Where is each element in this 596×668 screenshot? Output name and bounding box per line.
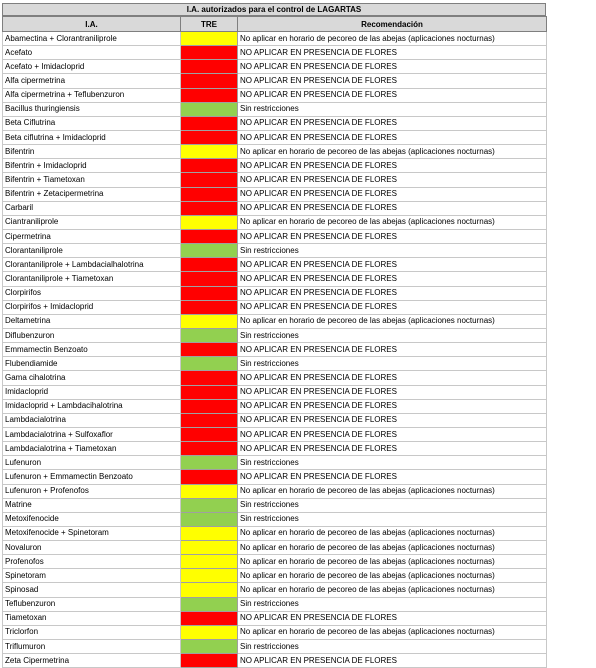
table-row xyxy=(3,102,547,116)
table-row xyxy=(3,258,547,272)
cell-tre-green[interactable] xyxy=(181,357,238,371)
cell-recomendacion[interactable]: No aplicar en horario de pecoreo de las abejas (aplicaciones nocturnas) xyxy=(238,555,547,569)
cell-tre-red[interactable] xyxy=(181,371,238,385)
cell-tre-red[interactable] xyxy=(181,442,238,456)
cell-tre-red[interactable] xyxy=(181,173,238,187)
cell-ia[interactable]: Triclorfon xyxy=(3,625,181,639)
cell-ia[interactable]: Bifentrin + Zetacipermetrina xyxy=(3,187,181,201)
cell-recomendacion[interactable]: NO APLICAR EN PRESENCIA DE FLORES xyxy=(238,413,547,427)
cell-recomendacion[interactable]: NO APLICAR EN PRESENCIA DE FLORES xyxy=(238,654,547,668)
spreadsheet-sheet xyxy=(2,3,546,668)
cell-ia[interactable]: Beta ciflutrina + Imidacloprid xyxy=(3,130,181,144)
cell-recomendacion[interactable]: NO APLICAR EN PRESENCIA DE FLORES xyxy=(238,385,547,399)
table-row xyxy=(3,244,547,258)
table-row xyxy=(3,654,547,668)
cell-ia[interactable]: Novaluron xyxy=(3,541,181,555)
cell-tre-yellow[interactable] xyxy=(181,484,238,498)
cell-tre-yellow[interactable] xyxy=(181,555,238,569)
cell-ia[interactable]: Clorpirifos xyxy=(3,286,181,300)
table-row xyxy=(3,272,547,286)
cell-recomendacion[interactable]: NO APLICAR EN PRESENCIA DE FLORES xyxy=(238,173,547,187)
cell-recomendacion[interactable]: NO APLICAR EN PRESENCIA DE FLORES xyxy=(238,88,547,102)
cell-recomendacion[interactable]: Sin restricciones xyxy=(238,328,547,342)
cell-recomendacion[interactable]: Sin restricciones xyxy=(238,102,547,116)
cell-recomendacion[interactable]: NO APLICAR EN PRESENCIA DE FLORES xyxy=(238,46,547,60)
cell-ia[interactable]: Abamectina + Clorantraniliprole xyxy=(3,32,181,46)
table-row xyxy=(3,597,547,611)
table-row xyxy=(3,286,547,300)
table-row xyxy=(3,512,547,526)
cell-tre-red[interactable] xyxy=(181,300,238,314)
cell-tre-red[interactable] xyxy=(181,272,238,286)
cell-ia[interactable]: Spinosad xyxy=(3,583,181,597)
cell-recomendacion[interactable]: No aplicar en horario de pecoreo de las abejas (aplicaciones nocturnas) xyxy=(238,541,547,555)
table-row xyxy=(3,385,547,399)
cell-recomendacion[interactable]: NO APLICAR EN PRESENCIA DE FLORES xyxy=(238,343,547,357)
cell-ia[interactable]: Zeta Cipermetrina xyxy=(3,654,181,668)
table-row xyxy=(3,300,547,314)
cell-recomendacion[interactable]: NO APLICAR EN PRESENCIA DE FLORES xyxy=(238,201,547,215)
cell-recomendacion[interactable]: NO APLICAR EN PRESENCIA DE FLORES xyxy=(238,286,547,300)
cell-tre-yellow[interactable] xyxy=(181,569,238,583)
table-row xyxy=(3,32,547,46)
cell-tre-red[interactable] xyxy=(181,385,238,399)
cell-ia[interactable]: Lufenuron + Emmamectin Benzoato xyxy=(3,470,181,484)
table-row xyxy=(3,611,547,625)
table-row xyxy=(3,526,547,540)
table-row xyxy=(3,314,547,328)
table-body xyxy=(3,32,547,668)
cell-ia[interactable]: Lufenuron + Profenofos xyxy=(3,484,181,498)
cell-tre-green[interactable] xyxy=(181,597,238,611)
table-row xyxy=(3,427,547,441)
cell-ia[interactable]: Bacillus thuringiensis xyxy=(3,102,181,116)
cell-tre-red[interactable] xyxy=(181,159,238,173)
cell-ia[interactable]: Spinetoram xyxy=(3,569,181,583)
cell-recomendacion[interactable]: No aplicar en horario de pecoreo de las abejas (aplicaciones nocturnas) xyxy=(238,625,547,639)
table-row xyxy=(3,399,547,413)
cell-tre-yellow[interactable] xyxy=(181,32,238,46)
cell-tre-green[interactable] xyxy=(181,640,238,654)
cell-ia[interactable]: Cipermetrina xyxy=(3,229,181,243)
table-row xyxy=(3,413,547,427)
cell-recomendacion[interactable]: Sin restricciones xyxy=(238,456,547,470)
cell-tre-yellow[interactable] xyxy=(181,526,238,540)
cell-tre-red[interactable] xyxy=(181,187,238,201)
cell-recomendacion[interactable]: No aplicar en horario de pecoreo de las abejas (aplicaciones nocturnas) xyxy=(238,583,547,597)
cell-tre-yellow[interactable] xyxy=(181,145,238,159)
cell-ia[interactable]: Clorantaniliprole xyxy=(3,244,181,258)
table-row xyxy=(3,173,547,187)
table-row xyxy=(3,470,547,484)
table-row xyxy=(3,60,547,74)
table-row xyxy=(3,130,547,144)
cell-recomendacion[interactable]: No aplicar en horario de pecoreo de las abejas (aplicaciones nocturnas) xyxy=(238,569,547,583)
cell-tre-yellow[interactable] xyxy=(181,314,238,328)
cell-tre-yellow[interactable] xyxy=(181,583,238,597)
cell-ia[interactable]: Metoxifenocide + Spinetoram xyxy=(3,526,181,540)
cell-tre-yellow[interactable] xyxy=(181,625,238,639)
cell-ia[interactable]: Clorantaniliprole + Lambdacialhalotrina xyxy=(3,258,181,272)
table-row xyxy=(3,442,547,456)
cell-recomendacion[interactable]: NO APLICAR EN PRESENCIA DE FLORES xyxy=(238,74,547,88)
cell-ia[interactable]: Bifentrin + Imidacloprid xyxy=(3,159,181,173)
cell-recomendacion[interactable]: NO APLICAR EN PRESENCIA DE FLORES xyxy=(238,60,547,74)
cell-ia[interactable]: Emmamectin Benzoato xyxy=(3,343,181,357)
cell-tre-red[interactable] xyxy=(181,130,238,144)
table-row xyxy=(3,357,547,371)
cell-recomendacion[interactable]: NO APLICAR EN PRESENCIA DE FLORES xyxy=(238,300,547,314)
table-row xyxy=(3,640,547,654)
cell-ia[interactable]: Acefato + Imidacloprid xyxy=(3,60,181,74)
cell-ia[interactable]: Bifentrin xyxy=(3,145,181,159)
cell-recomendacion[interactable]: NO APLICAR EN PRESENCIA DE FLORES xyxy=(238,611,547,625)
cell-tre-green[interactable] xyxy=(181,498,238,512)
table-row xyxy=(3,201,547,215)
cell-tre-red[interactable] xyxy=(181,116,238,130)
cell-ia[interactable]: Alfa cipermetrina xyxy=(3,74,181,88)
header-recomendacion[interactable]: Recomendación xyxy=(238,17,547,32)
cell-tre-red[interactable] xyxy=(181,399,238,413)
cell-ia[interactable]: Diflubenzuron xyxy=(3,328,181,342)
table-row xyxy=(3,46,547,60)
table-row xyxy=(3,569,547,583)
table-row xyxy=(3,371,547,385)
cell-recomendacion[interactable]: Sin restricciones xyxy=(238,640,547,654)
cell-ia[interactable]: Matrine xyxy=(3,498,181,512)
cell-recomendacion[interactable]: Sin restricciones xyxy=(238,357,547,371)
cell-recomendacion[interactable]: NO APLICAR EN PRESENCIA DE FLORES xyxy=(238,116,547,130)
cell-recomendacion[interactable]: NO APLICAR EN PRESENCIA DE FLORES xyxy=(238,272,547,286)
table-row xyxy=(3,187,547,201)
cell-tre-red[interactable] xyxy=(181,60,238,74)
cell-tre-red[interactable] xyxy=(181,286,238,300)
cell-ia[interactable]: Triflumuron xyxy=(3,640,181,654)
table-row xyxy=(3,484,547,498)
cell-ia[interactable]: Lambdacialotrina + Sulfoxaflor xyxy=(3,427,181,441)
cell-ia[interactable]: Alfa cipermetrina + Teflubenzuron xyxy=(3,88,181,102)
cell-tre-red[interactable] xyxy=(181,343,238,357)
cell-recomendacion[interactable]: No aplicar en horario de pecoreo de las abejas (aplicaciones nocturnas) xyxy=(238,32,547,46)
cell-ia[interactable]: Teflubenzuron xyxy=(3,597,181,611)
header-tre[interactable]: TRE xyxy=(181,17,238,32)
cell-tre-red[interactable] xyxy=(181,654,238,668)
cell-recomendacion[interactable]: Sin restricciones xyxy=(238,244,547,258)
cell-tre-red[interactable] xyxy=(181,611,238,625)
table-row xyxy=(3,583,547,597)
cell-tre-red[interactable] xyxy=(181,74,238,88)
insecticide-table xyxy=(2,16,547,668)
cell-recomendacion[interactable]: NO APLICAR EN PRESENCIA DE FLORES xyxy=(238,159,547,173)
table-row xyxy=(3,498,547,512)
cell-recomendacion[interactable]: NO APLICAR EN PRESENCIA DE FLORES xyxy=(238,229,547,243)
cell-recomendacion[interactable]: NO APLICAR EN PRESENCIA DE FLORES xyxy=(238,427,547,441)
cell-recomendacion[interactable]: NO APLICAR EN PRESENCIA DE FLORES xyxy=(238,371,547,385)
cell-recomendacion[interactable]: No aplicar en horario de pecoreo de las abejas (aplicaciones nocturnas) xyxy=(238,215,547,229)
cell-tre-green[interactable] xyxy=(181,456,238,470)
table-row xyxy=(3,116,547,130)
cell-recomendacion[interactable]: No aplicar en horario de pecoreo de las abejas (aplicaciones nocturnas) xyxy=(238,314,547,328)
cell-recomendacion[interactable]: Sin restricciones xyxy=(238,597,547,611)
cell-tre-red[interactable] xyxy=(181,427,238,441)
cell-tre-red[interactable] xyxy=(181,88,238,102)
table-row xyxy=(3,74,547,88)
cell-ia[interactable]: Flubendiamide xyxy=(3,357,181,371)
cell-tre-red[interactable] xyxy=(181,201,238,215)
table-row xyxy=(3,159,547,173)
table-row xyxy=(3,343,547,357)
cell-tre-green[interactable] xyxy=(181,244,238,258)
cell-recomendacion[interactable]: Sin restricciones xyxy=(238,512,547,526)
table-row xyxy=(3,215,547,229)
table-row xyxy=(3,145,547,159)
cell-recomendacion[interactable]: NO APLICAR EN PRESENCIA DE FLORES xyxy=(238,470,547,484)
table-row xyxy=(3,555,547,569)
cell-recomendacion[interactable]: No aplicar en horario de pecoreo de las abejas (aplicaciones nocturnas) xyxy=(238,526,547,540)
cell-ia[interactable]: Lambdacialotrina + Tiametoxan xyxy=(3,442,181,456)
header-row xyxy=(3,17,547,32)
cell-recomendacion[interactable]: No aplicar en horario de pecoreo de las abejas (aplicaciones nocturnas) xyxy=(238,484,547,498)
cell-recomendacion[interactable]: Sin restricciones xyxy=(238,498,547,512)
cell-tre-red[interactable] xyxy=(181,258,238,272)
cell-tre-yellow[interactable] xyxy=(181,215,238,229)
cell-tre-green[interactable] xyxy=(181,328,238,342)
cell-recomendacion[interactable]: NO APLICAR EN PRESENCIA DE FLORES xyxy=(238,442,547,456)
cell-ia[interactable]: Ciantraniliprole xyxy=(3,215,181,229)
table-row xyxy=(3,328,547,342)
cell-ia[interactable]: Lambdacialotrina xyxy=(3,413,181,427)
cell-tre-green[interactable] xyxy=(181,102,238,116)
cell-ia[interactable]: Imidacloprid + Lambdacihalotrina xyxy=(3,399,181,413)
cell-ia[interactable]: Clorantaniliprole + Tiametoxan xyxy=(3,272,181,286)
cell-tre-yellow[interactable] xyxy=(181,541,238,555)
header-ia[interactable]: I.A. xyxy=(3,17,181,32)
cell-tre-green[interactable] xyxy=(181,512,238,526)
cell-recomendacion[interactable]: NO APLICAR EN PRESENCIA DE FLORES xyxy=(238,187,547,201)
cell-ia[interactable]: Metoxifenocide xyxy=(3,512,181,526)
cell-ia[interactable]: Carbaril xyxy=(3,201,181,215)
cell-recomendacion[interactable]: NO APLICAR EN PRESENCIA DE FLORES xyxy=(238,399,547,413)
table-row xyxy=(3,625,547,639)
cell-recomendacion[interactable]: No aplicar en horario de pecoreo de las abejas (aplicaciones nocturnas) xyxy=(238,145,547,159)
cell-tre-red[interactable] xyxy=(181,229,238,243)
cell-ia[interactable]: Bifentrin + Tiametoxan xyxy=(3,173,181,187)
table-row xyxy=(3,541,547,555)
cell-ia[interactable]: Lufenuron xyxy=(3,456,181,470)
table-row xyxy=(3,456,547,470)
table-row xyxy=(3,229,547,243)
cell-ia[interactable]: Tiametoxan xyxy=(3,611,181,625)
cell-tre-red[interactable] xyxy=(181,413,238,427)
cell-ia[interactable]: Profenofos xyxy=(3,555,181,569)
cell-tre-red[interactable] xyxy=(181,470,238,484)
table-row xyxy=(3,88,547,102)
cell-tre-red[interactable] xyxy=(181,46,238,60)
cell-recomendacion[interactable]: NO APLICAR EN PRESENCIA DE FLORES xyxy=(238,258,547,272)
cell-ia[interactable]: Deltametrina xyxy=(3,314,181,328)
cell-recomendacion[interactable]: NO APLICAR EN PRESENCIA DE FLORES xyxy=(238,130,547,144)
cell-ia[interactable]: Imidacloprid xyxy=(3,385,181,399)
cell-ia[interactable]: Acefato xyxy=(3,46,181,60)
cell-ia[interactable]: Gama cihalotrina xyxy=(3,371,181,385)
table-title[interactable]: I.A. autorizados para el control de LAGARTAS xyxy=(2,3,546,16)
cell-ia[interactable]: Beta Ciflutrina xyxy=(3,116,181,130)
cell-ia[interactable]: Clorpirifos + Imidacloprid xyxy=(3,300,181,314)
